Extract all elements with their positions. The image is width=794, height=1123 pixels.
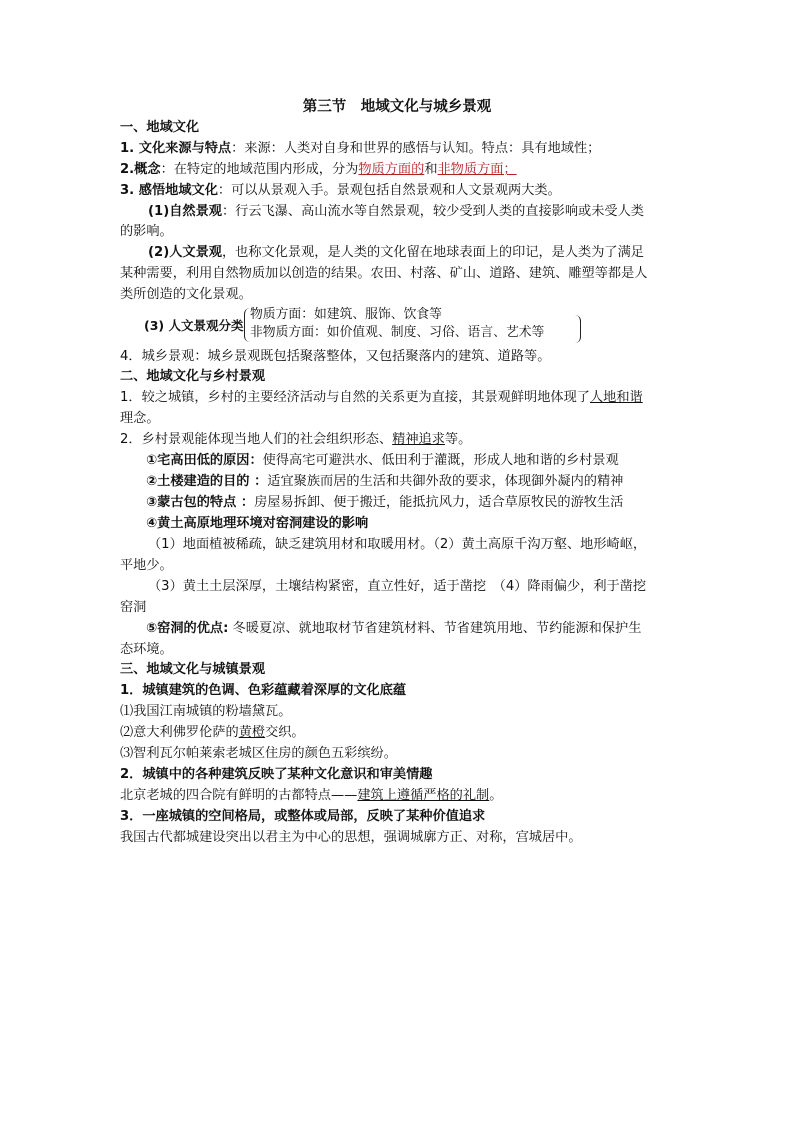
label: (1)自然景观 <box>148 204 222 219</box>
text: ：行云飞瀑、高山流水等自然景观，较少受到人类的直接影响或未受人类 <box>221 204 644 219</box>
natural-landscape-a <box>148 202 708 222</box>
underlined: 建筑上遵循严格的礼制 <box>357 788 490 803</box>
and: 和 <box>424 162 438 177</box>
line-1-1 <box>120 139 680 159</box>
item-c5-b: 态环境。 <box>120 642 173 657</box>
underlined: 精神追求 <box>392 432 445 447</box>
label: 1. 文化来源与特点 <box>120 141 232 156</box>
text: 北京老城的四合院有鲜明的古都特点—— <box>120 788 358 803</box>
right-bracket <box>574 315 581 343</box>
human-landscape-b: 某种需要，利用自然物质加以创造的结果。农田、村落、矿山、道路、建筑、雕塑等都是人 <box>120 266 648 281</box>
line-2-2 <box>120 430 680 450</box>
text-3-3: 我国古代都城建设突出以君主为中心的思想，强调城廓方正、对称，宫城居中。 <box>120 830 582 845</box>
line-2-1b: 理念。 <box>120 411 160 426</box>
line-1-4: 4．城乡景观：城乡景观既包括聚落整体，又包括聚落内的建筑、道路等。 <box>120 349 551 364</box>
label: ①宅高田低的原因： <box>146 453 263 468</box>
nonmaterial-aspect: 非物质方面； <box>437 162 517 177</box>
sub-heading-3-3: 3．一座城镇的空间格局，或整体或局部，反映了某种价值追求 <box>120 809 486 824</box>
section-heading-2: 二、地域文化与乡村景观 <box>120 369 266 384</box>
item-3-1: ⑴我国江南城镇的粉墙黛瓦。 <box>120 704 292 719</box>
text: 冬暖夏凉、就地取材节省建筑材料、节省建筑用地、节约能源和保护生 <box>228 621 642 636</box>
page-title: 第三节 地域文化与城乡景观 <box>302 99 492 115</box>
item-c4-heading: ④黄土高原地理环境对窑洞建设的影响 <box>146 516 369 531</box>
item-c1 <box>146 451 706 471</box>
label: (2)人文景观 <box>148 245 222 260</box>
text: 2．乡村景观能体现当地人们的社会组织形态、 <box>120 432 393 447</box>
classification-label: (3) 人文景观分类 <box>144 318 244 333</box>
text: ：在特定的地域范围内形成，分为 <box>160 162 359 177</box>
line-1-2 <box>120 160 680 180</box>
material-aspect: 物质方面的 <box>358 162 425 177</box>
human-landscape-a <box>148 243 708 263</box>
natural-landscape-b: 的影响。 <box>120 224 173 239</box>
label: 3. 感悟地域文化 <box>120 183 218 198</box>
text: 使得高宅可避洪水、低田利于灌溉，形成人地和谐的乡村景观 <box>262 453 619 468</box>
text: ⑵意大利佛罗伦萨的 <box>120 725 239 740</box>
text-end: 交织。 <box>265 725 305 740</box>
item-3-2 <box>120 723 680 743</box>
classification-material: 物质方面：如建筑、服饰、饮食等 <box>250 307 442 322</box>
text-end: 等。 <box>444 432 472 447</box>
line-1-3 <box>120 181 680 201</box>
section-heading-1: 一、地域文化 <box>120 120 200 135</box>
item-c4-a: （1）地面植被稀疏，缺乏建筑用材和取暖用材。（2）黄土高原千沟万壑、地形崎岖， <box>148 537 647 552</box>
underlined: 人地和谐 <box>589 390 643 405</box>
underlined: 黄橙 <box>238 725 266 740</box>
item-c4-b: 平地少。 <box>120 558 173 573</box>
item-c3 <box>146 493 706 513</box>
human-landscape-c: 类所创造的文化景观。 <box>120 287 252 302</box>
label: ⑤窑洞的优点: <box>146 621 229 636</box>
label: 2.概念 <box>120 162 161 177</box>
classification-nonmaterial: 非物质方面：如价值观、制度、习俗、语言、艺术等 <box>250 325 545 340</box>
sub-heading-3-2: 2．城镇中的各种建筑反映了某种文化意识和审美情趣 <box>120 767 433 782</box>
item-c4-d: 窑洞 <box>120 600 147 615</box>
text: ，也称文化景观，是人类的文化留在地球表面上的印记，是人类为了满足 <box>221 245 644 260</box>
item-c4-c: （3）黄土土层深厚，土壤结构紧密，直立性好，适于凿挖 （4）降雨偏少，利于凿挖 <box>148 579 647 594</box>
sub-heading-3-1: 1．城镇建筑的色调、色彩蕴藏着深厚的文化底蕴 <box>120 683 407 698</box>
item-3-3: ⑶智利瓦尔帕莱索老城区住房的颜色五彩缤纷。 <box>120 746 397 761</box>
text: ：来源：人类对自身和世界的感悟与认知。特点：具有地域性； <box>231 141 601 156</box>
text-end: 。 <box>489 788 503 803</box>
text: 房屋易拆卸、便于搬迁，能抵抗风力，适合草原牧民的游牧生活 <box>254 495 624 510</box>
item-c5-a <box>146 619 706 639</box>
label: ③蒙古包的特点 ： <box>146 495 255 510</box>
label: ②土楼建造的目的 ： <box>146 474 268 489</box>
text-3-2 <box>120 786 680 806</box>
text: ：可以从景观入手。景观包括自然景观和人文景观两大类。 <box>217 183 561 198</box>
text: 适宜聚族而居的生活和共御外敌的要求，体现御外凝内的精神 <box>267 474 624 489</box>
text: 1．较之城镇，乡村的主要经济活动与自然的关系更为直接，其景观鲜明地体现了 <box>120 390 590 405</box>
section-heading-3: 三、地域文化与城镇景观 <box>120 662 266 677</box>
line-2-1a <box>120 388 680 408</box>
item-c2 <box>146 472 706 492</box>
